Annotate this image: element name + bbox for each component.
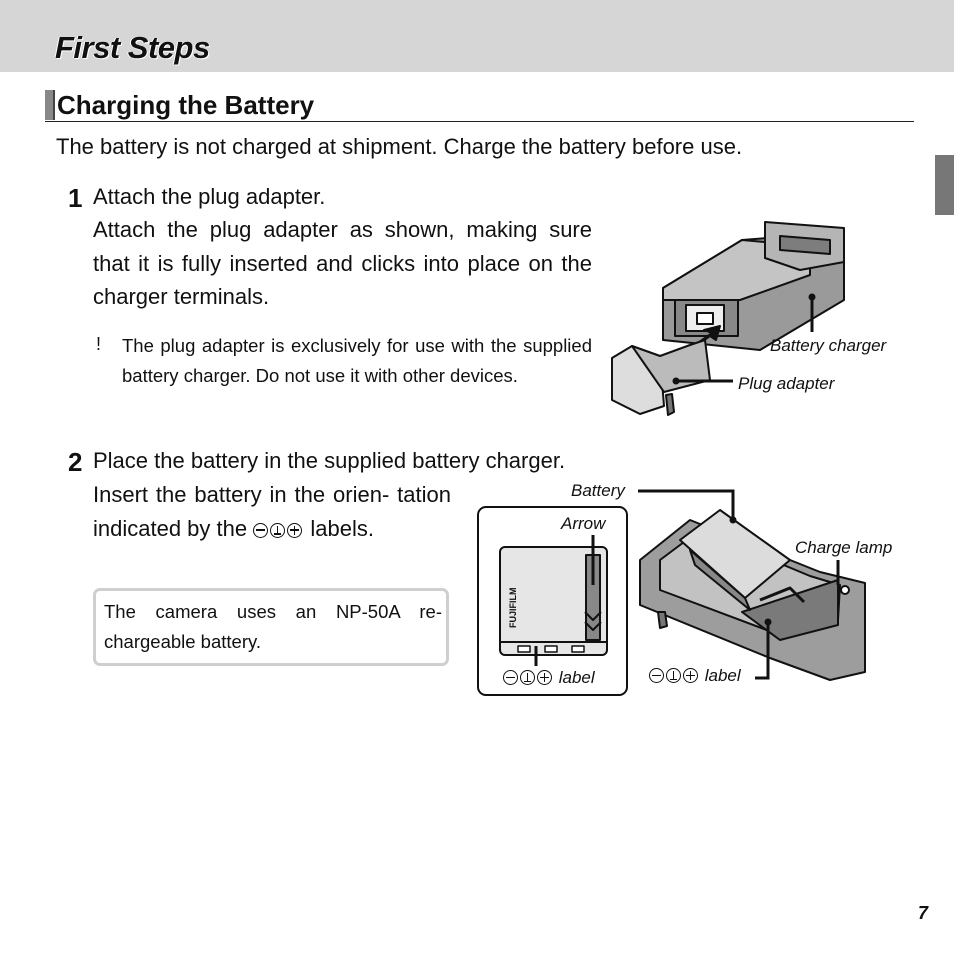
- minus-icon: [649, 668, 664, 683]
- battery-brand-label: FUJIFILM: [508, 587, 518, 628]
- tee-icon: [666, 668, 681, 683]
- section-title: Charging the Battery: [57, 90, 315, 120]
- battery-charger-illustration: [663, 222, 844, 350]
- minus-icon: [503, 670, 518, 685]
- step1-note: The plug adapter is exclusively for use with the supplied battery charger. Do not use it with other devices.: [122, 335, 592, 386]
- step2-body-end: labels.: [310, 515, 374, 541]
- plus-icon: [537, 670, 552, 685]
- caption-arrow: Arrow: [561, 514, 606, 533]
- battery-leader-dot: [730, 517, 737, 524]
- adapter-leader-dot: [673, 378, 680, 385]
- caption-polarity-label-right: [649, 666, 741, 686]
- step1-number: 1: [68, 183, 83, 213]
- caption-charge-lamp: Charge lamp: [795, 538, 893, 557]
- page-number: 7: [918, 903, 929, 923]
- caution-icon: !: [96, 334, 102, 354]
- tee-icon: [520, 670, 535, 685]
- charger-with-battery-illustration: [640, 510, 865, 680]
- step1-heading: Attach the plug adapter.: [93, 184, 326, 209]
- polarity-symbols-right: [649, 666, 700, 685]
- plus-icon: [683, 668, 698, 683]
- caption-label-left-text: label: [558, 668, 595, 687]
- plug-adapter-illustration: [612, 340, 710, 415]
- caption-polarity-label-left: [503, 668, 595, 688]
- step1-body: Attach the plug adapter as shown, making sure that it is fully inserted and clicks into place on the charger terminals.: [93, 217, 592, 309]
- caption-plug-adapter: Plug adapter: [738, 374, 835, 393]
- step2-number: 2: [68, 447, 83, 477]
- tip-text: The camera uses an NP-50A re- chargeable battery.: [104, 601, 442, 652]
- caption-battery-charger: Battery charger: [770, 336, 887, 355]
- caption-label-right-text: label: [704, 666, 741, 685]
- charger-leader-dot: [809, 294, 816, 301]
- caption-battery: Battery: [571, 481, 625, 500]
- intro-text: The battery is not charged at shipment. Charge the battery before use.: [56, 134, 743, 159]
- step2-body-text: Insert the battery in the orien- tation indicated by the: [93, 482, 451, 541]
- step2-heading: Place the battery in the supplied battery charger.: [93, 448, 566, 473]
- label-leader-dot: [765, 619, 772, 626]
- polarity-symbols-left: [503, 668, 554, 687]
- chapter-title: First Steps: [55, 30, 210, 65]
